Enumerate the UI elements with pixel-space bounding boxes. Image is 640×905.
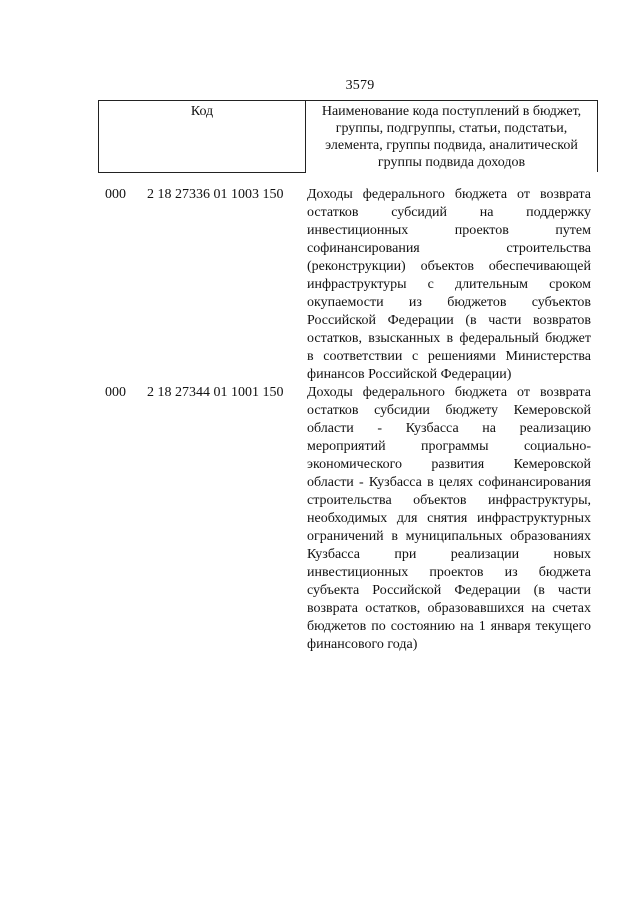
row-description-line: остатков субсидий на поддержку (307, 205, 591, 220)
row-description-line: Доходы федерального бюджета от возврата (307, 385, 591, 400)
row-description-line: ограничений в муниципальных образованиях (307, 529, 591, 544)
row-description-line: инвестиционных проектов путем (307, 223, 591, 238)
code-rows (0, 186, 640, 654)
header-name-line: Наименование кода поступлений в бюджет, (321, 104, 582, 119)
row-description-line: (реконструкции) объектов обеспечивающей (307, 259, 591, 274)
row-admin-code: 000 (105, 385, 126, 400)
row-description-line: в соответствии с решениями Министерства (307, 349, 591, 364)
row-description-line: области - Кузбасса на реализацию (307, 421, 591, 436)
row-description-line: Кузбасса при реализации новых (307, 547, 591, 562)
row-description-line: финансового года) (307, 637, 418, 652)
row-budget-code: 2 18 27344 01 1001 150 (147, 385, 284, 400)
row-budget-code: 2 18 27336 01 1003 150 (147, 187, 284, 202)
header-name-line: группы подвида доходов (377, 155, 526, 170)
row-admin-code: 000 (105, 187, 126, 202)
row-description-line: остатков, взысканных в федеральный бюджет (307, 331, 591, 346)
header-name-cell (306, 101, 598, 173)
row-description-line: экономического развития Кемеровской (307, 457, 591, 472)
header-name-line: группы, подгруппы, статьи, подстатьи, (335, 121, 568, 136)
row-description-line: Доходы федерального бюджета от возврата (307, 187, 591, 202)
code-row (0, 186, 640, 384)
row-description (307, 384, 591, 654)
row-description-line: финансов Российской Федерации) (307, 367, 512, 382)
row-description-line: области - Кузбасса в целях софинансирования (307, 475, 591, 490)
row-description-line: софинансирования строительства (307, 241, 591, 256)
row-description-line: возврата остатков, образовавшихся на счетах (307, 601, 591, 616)
header-name-line: элемента, группы подвида, аналитической (325, 138, 578, 153)
row-description-line: строительства объектов инфраструктуры, (307, 493, 591, 508)
row-description-line: необходимых для снятия инфраструктурных (307, 511, 591, 526)
row-description-line: окупаемости из бюджетов субъектов (307, 295, 591, 310)
row-description-line: инфраструктуры с длительным сроком (307, 277, 591, 292)
page-number: 3579 (345, 78, 375, 93)
row-description-line: Российской Федерации (в части возвратов (307, 313, 591, 328)
code-row (0, 384, 640, 654)
row-description-line: инвестиционных проектов из бюджета (307, 565, 591, 580)
row-description-line: субъекта Российской Федерации (в части (307, 583, 591, 598)
row-description-line: бюджетов по состоянию на 1 января текущего (307, 619, 591, 634)
header-table (98, 100, 598, 173)
row-description-line: остатков субсидии бюджету Кемеровской (307, 403, 591, 418)
header-row (99, 101, 598, 173)
header-code-cell: Код (99, 101, 306, 173)
row-description (307, 186, 591, 384)
row-description-line: мероприятий программы социально- (307, 439, 591, 454)
